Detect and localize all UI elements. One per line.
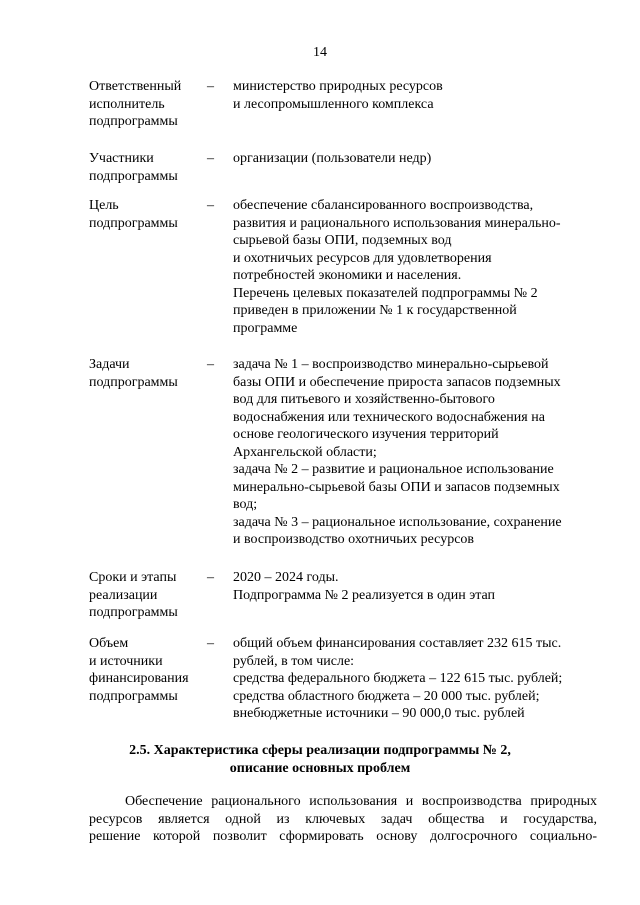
paragraph-line: ресурсов является одной из ключевых задач общества и государства, bbox=[89, 811, 597, 827]
page-number: 14 bbox=[313, 45, 327, 60]
row-dash: – bbox=[207, 636, 214, 651]
row-dash: – bbox=[207, 151, 214, 166]
row-dash: – bbox=[207, 198, 214, 213]
subprogram-passport bbox=[89, 78, 604, 723]
passport-row-participants bbox=[89, 150, 604, 197]
row-dash: – bbox=[207, 79, 214, 94]
passport-row-goal bbox=[89, 197, 604, 356]
row-dash: – bbox=[207, 570, 214, 585]
row-label: Цель подпрограммы bbox=[89, 198, 178, 231]
row-value: обеспечение сбалансированного воспроизводства, развития и рационального использования минерально- сырьевой базы ОПИ, подземных вод и охотничьих ресурсов для удовлетворения потребностей экономики и населения. Перечень целевых показателей подпрограммы № 2 приведен в приложении № 1 к государственной программе bbox=[233, 198, 561, 336]
row-label: Ответственный исполнитель подпрограммы bbox=[89, 79, 182, 129]
row-value: министерство природных ресурсов и лесопромышленного комплекса bbox=[233, 79, 443, 112]
row-value: организации (пользователи недр) bbox=[233, 151, 432, 166]
row-value: 2020 – 2024 годы. Подпрограмма № 2 реализуется в один этап bbox=[233, 570, 496, 603]
passport-row-responsible bbox=[89, 78, 604, 150]
row-value: задача № 1 – воспроизводство минерально-сырьевой базы ОПИ и обеспечение прироста запасов подземных вод для питьевого и хозяйственно-бытового водоснабжения или технического водоснабжения на основе геологического изучения территорий Архангельской области; задача № 2 – развитие и рациональное использование минерально-сырьевой базы ОПИ и запасов подземных вод; задача № 3 – рациональное использование, сохранение и воспроизводство охотничьих ресурсов bbox=[233, 357, 562, 547]
paragraph-line: решение которой позволит сформировать основу долгосрочного социально- bbox=[89, 829, 597, 844]
row-label: Сроки и этапы реализации подпрограммы bbox=[89, 570, 178, 620]
row-label: Задачи подпрограммы bbox=[89, 357, 178, 390]
passport-row-funding bbox=[89, 635, 604, 723]
row-label: Участники подпрограммы bbox=[89, 151, 178, 184]
body-paragraph bbox=[89, 793, 597, 846]
passport-row-tasks bbox=[89, 356, 604, 569]
paragraph-line: Обеспечение рационального использования и воспроизводства природных bbox=[125, 794, 597, 809]
passport-row-timeline bbox=[89, 569, 604, 635]
row-value: общий объем финансирования составляет 232 615 тыс. рублей, в том числе: средства федерального бюджета – 122 615 тыс. рублей; средства областного бюджета – 20 000 тыс. рублей; внебюджетные источники – 90 000,0 тыс. рублей bbox=[233, 636, 563, 721]
row-label: Объем и источники финансирования подпрограммы bbox=[89, 636, 189, 704]
section-title: 2.5. Характеристика сферы реализации подпрограммы № 2, описание основных проблем bbox=[129, 743, 511, 776]
row-dash: – bbox=[207, 357, 214, 372]
